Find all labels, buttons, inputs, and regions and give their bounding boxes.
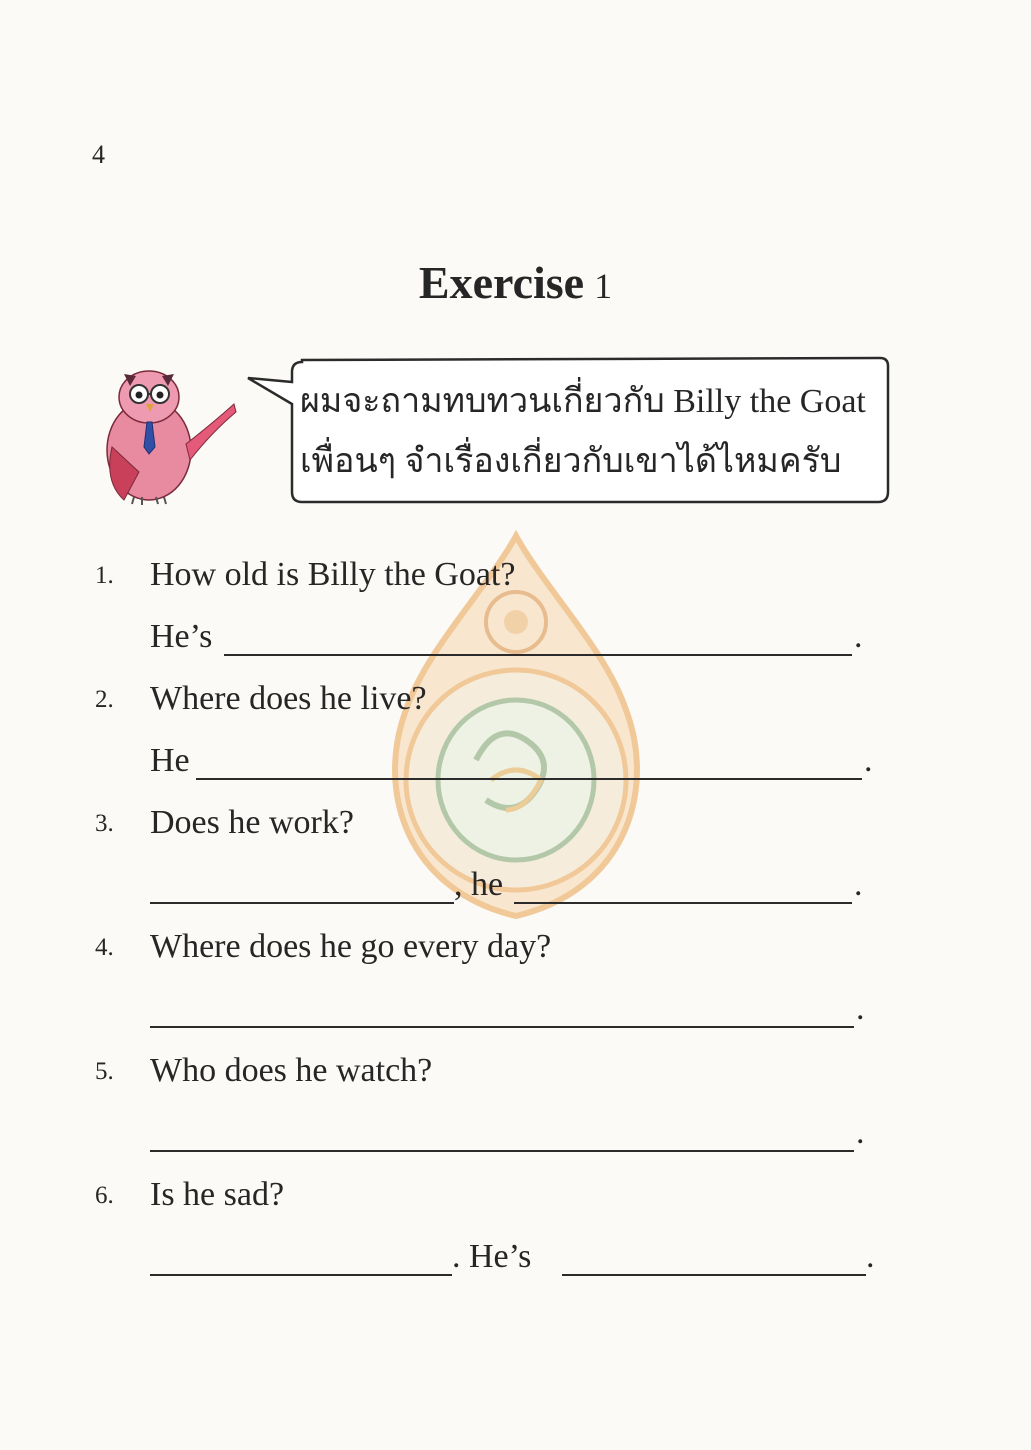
question-1-text: How old is Billy the Goat? (150, 556, 516, 593)
question-2-number: 2. (95, 686, 114, 713)
exercise-title-word: Exercise (418, 257, 585, 308)
question-5-number: 5. (95, 1058, 114, 1085)
answer-3-middle-text: , he (454, 866, 504, 903)
answer-5-blank-line[interactable] (150, 1150, 854, 1152)
question-4-number: 4. (95, 934, 114, 961)
answer-1-prefix: He’s (150, 618, 213, 655)
answer-2-blank-line[interactable] (196, 778, 862, 780)
answer-3-period: . (854, 866, 863, 903)
answer-3-blank-line-2[interactable] (514, 902, 852, 904)
question-4-text: Where does he go every day? (150, 928, 552, 965)
question-1-number: 1. (95, 562, 114, 589)
question-3-text: Does he work? (150, 804, 354, 841)
speech-bubble-text (300, 372, 890, 492)
speech-bubble-line-1: ผมจะถามทบทวนเกี่ยวกับ Billy the Goat (300, 383, 866, 420)
answer-6-blank-line-1[interactable] (150, 1274, 452, 1276)
speech-bubble-line-2: เพื่อนๆ จำเรื่องเกี่ยวกับเขาได้ไหมครับ (300, 443, 842, 480)
exercise-title-number: 1 (594, 266, 613, 306)
answer-6-blank-line-2[interactable] (562, 1274, 866, 1276)
answer-2-period: . (864, 742, 873, 779)
answer-1-period: . (854, 618, 863, 655)
answer-2-prefix: He (150, 742, 190, 779)
question-6-number: 6. (95, 1182, 114, 1209)
page-number: 4 (92, 140, 105, 169)
question-5-text: Who does he watch? (150, 1052, 433, 1089)
question-2-text: Where does he live? (150, 680, 427, 717)
owl-teacher-illustration (94, 352, 244, 507)
answer-4-blank-line[interactable] (150, 1026, 854, 1028)
question-3-number: 3. (95, 810, 114, 837)
answer-3-blank-line-1[interactable] (150, 902, 454, 904)
exercise-title (0, 256, 1031, 309)
answer-6-middle-text: . He’s (452, 1238, 532, 1275)
answer-4-period: . (856, 990, 865, 1027)
answer-6-period: . (866, 1238, 875, 1275)
answer-1-blank-line[interactable] (224, 654, 852, 656)
answer-5-period: . (856, 1114, 865, 1151)
question-6-text: Is he sad? (150, 1176, 285, 1213)
